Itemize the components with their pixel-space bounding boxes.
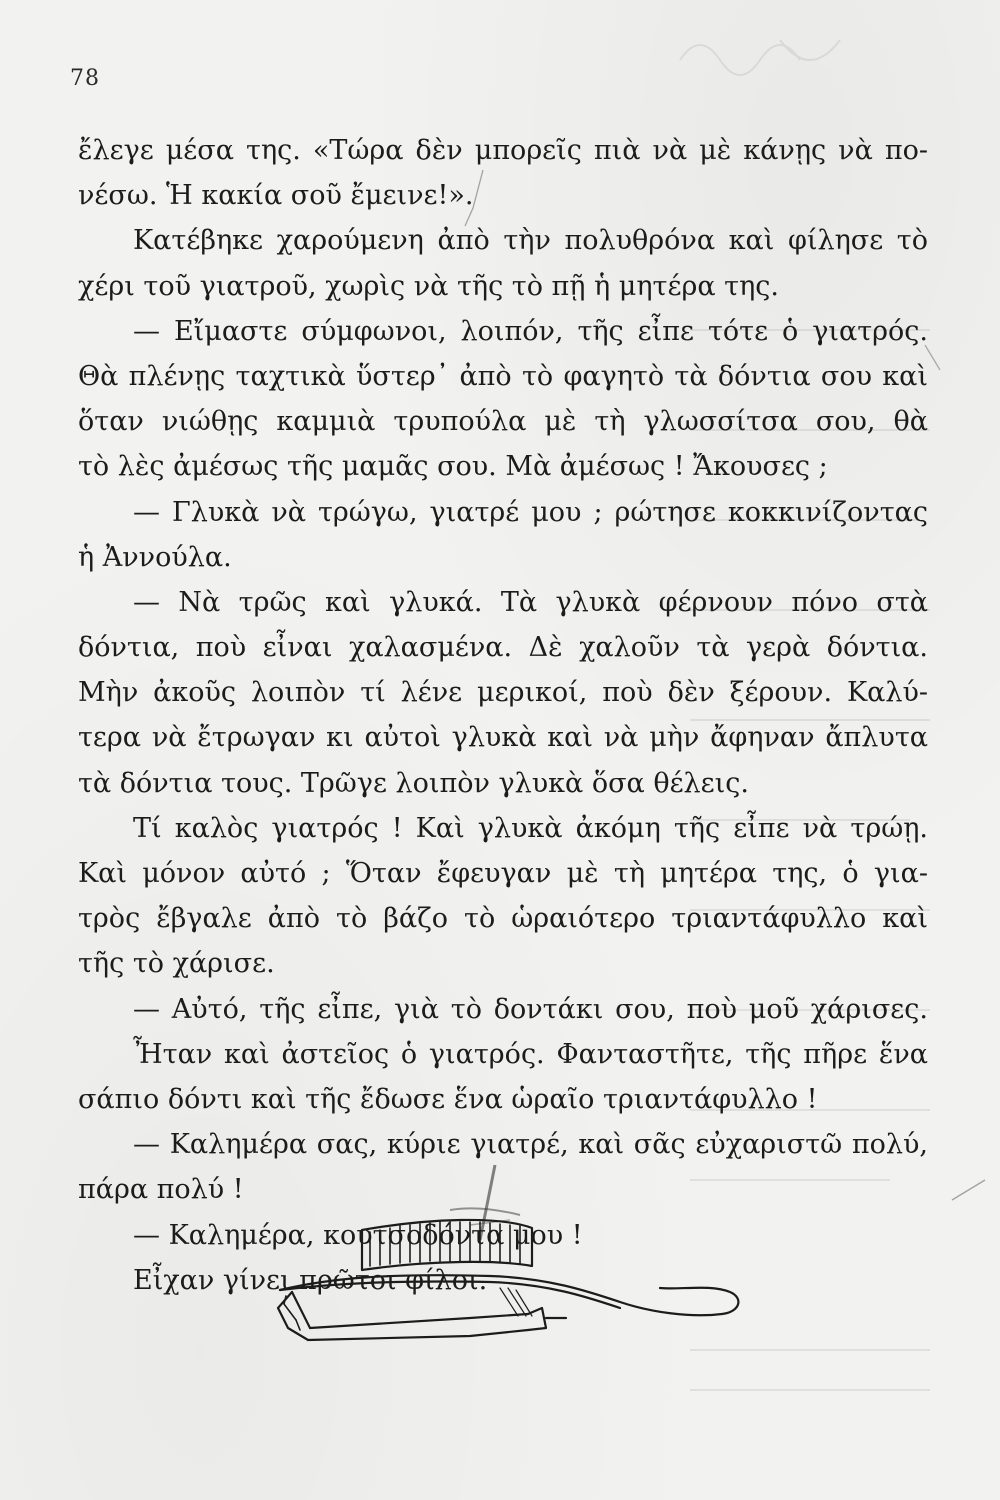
body-text [78,128,928,1303]
pencil-scribble [950,1175,990,1205]
text-line: Καὶ μόνον αὐτό ; Ὅταν ἔφευγαν μὲ τὴ μητέρα της, ὁ για- [78,858,928,889]
text-line: πάρα πολύ ! [78,1174,244,1206]
text-line: τερα νὰ ἔτρωγαν κι αὐτοὶ γλυκὰ καὶ νὰ μὴν ἄφηναν ἄπλυτα [78,722,928,754]
text-line: — Νὰ τρῶς καὶ γλυκά. Τὰ γλυκὰ φέρνουν πόνο στὰ [133,586,928,618]
text-line: τὸ λὲς ἀμέσως τῆς μαμᾶς σου. Μὰ ἀμέσως ! Ἄκουσες ; [78,451,828,483]
text-line: — Εἴμαστε σύμφωνοι, λοιπόν, τῆς εἶπε τότε ὁ γιατρός. [133,315,928,347]
toothbrush-and-toothpaste-icon [270,1218,750,1358]
text-line: σάπιο δόντι καὶ τῆς ἔδωσε ἕνα ὡραῖο τριαντάφυλλο ! [78,1083,818,1115]
text-line: Ἦταν καὶ ἀστεῖος ὁ γιατρός. Φανταστῆτε, τῆς πῆρε ἕνα [133,1038,928,1070]
text-line: — Γλυκὰ νὰ τρώγω, γιατρέ μου ; ρώτησε κοκκινίζοντας [133,496,928,528]
text-line: δόντια, ποὺ εἶναι χαλασμένα. Δὲ χαλοῦν τὰ γερὰ δόντια. [78,632,928,664]
text-line: — Αὐτό, τῆς εἶπε, γιὰ τὸ δοντάκι σου, ποὺ μοῦ χάρισες. [133,993,928,1025]
text-line: Τί καλὸς γιατρός ! Καὶ γλυκὰ ἀκόμη τῆς εἶπε νὰ τρώῃ. [133,812,928,844]
text-line: Θὰ πλένῃς ταχτικὰ ὕστερ᾽ ἀπὸ τὸ φαγητὸ τὰ δόντια σου καὶ [78,360,928,392]
page-number: 78 [70,66,100,91]
text-line: τὰ δόντια τους. Τρῶγε λοιπὸν γλυκὰ ὅσα θέλεις. [78,767,749,799]
text-line: ὅταν νιώθῃς καμμιὰ τρυπούλα μὲ τὴ γλωσσίτσα σου, θὰ [78,406,928,438]
text-line: χέρι τοῦ γιατροῦ, χωρὶς νὰ τῆς τὸ πῇ ἡ μητέρα της. [78,270,779,302]
text-line: Κατέβηκε χαρούμενη ἀπὸ τὴν πολυθρόνα καὶ φίλησε τὸ [133,225,928,257]
text-line: ἔλεγε μέσα της. «Τώρα δὲν μπορεῖς πιὰ νὰ μὲ κάνῃς νὰ πο- [78,135,928,166]
text-line: — Καλημέρα σας, κύριε γιατρέ, καὶ σᾶς εὐχαριστῶ πολύ, [133,1129,928,1161]
text-line: νέσω. Ἡ κακία σοῦ ἔμεινε!». [78,180,474,212]
text-line: ἡ Ἀννούλα. [78,541,232,573]
text-line: τῆς τὸ χάρισε. [78,948,275,980]
text-line: Εἶχαν γίνει πρῶτοι φίλοι. [133,1264,488,1296]
text-line: — Καλημέρα, κουτσοδόντα μου ! [133,1219,583,1251]
text-line: Μὴν ἀκοῦς λοιπὸν τί λένε μερικοί, ποὺ δὲν ξέρουν. Καλύ- [78,677,928,709]
text-line: τρὸς ἔβγαλε ἀπὸ τὸ βάζο τὸ ὡραιότερο τριαντάφυλλο καὶ [78,903,928,935]
